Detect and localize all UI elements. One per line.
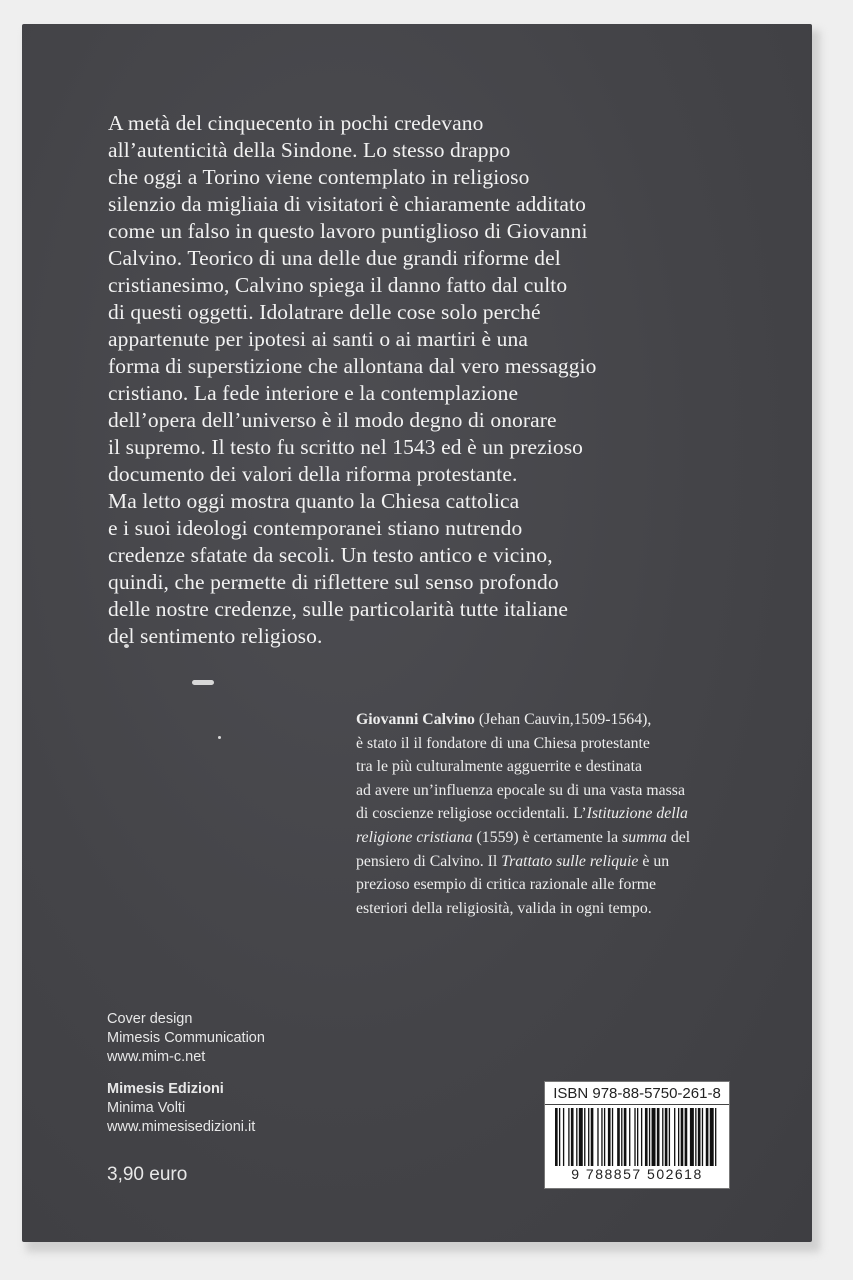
blurb-line: che oggi a Torino viene contemplato in religioso [108, 165, 530, 189]
blurb-line: il supremo. Il testo fu scritto nel 1543 ed è un prezioso [108, 435, 584, 459]
barcode-icon [555, 1108, 719, 1166]
bio-line: tra le più culturalmente agguerrite e destinata [356, 758, 642, 776]
dust-speck [218, 736, 221, 739]
blurb-line: e i suoi ideologi contemporanei stiano nutrendo [108, 516, 523, 540]
blurb-line: A metà del cinquecento in pochi credevano [108, 111, 484, 135]
bio-line: ad avere un’influenza epocale su di una vasta massa [356, 781, 685, 799]
cover-design-label: Cover design [107, 1011, 193, 1027]
bio-line: pensiero di Calvino. Il Trattato sulle reliquie è un [356, 852, 670, 870]
blurb-line: dell’opera dell’universo è il modo degno di onorare [108, 408, 557, 432]
blurb-line: silenzio da migliaia di visitatori è chiaramente additato [108, 192, 586, 216]
blurb-line: di questi oggetti. Idolatrare delle cose solo perché [108, 300, 541, 324]
blurb-line: documento dei valori della riforma protestante. [108, 462, 518, 486]
bio-line: Giovanni Calvino (Jehan Cauvin,1509-1564), [356, 711, 652, 728]
bio-line: prezioso esempio di critica razionale alle forme [356, 876, 657, 894]
bio-line: di coscienze religiose occidentali. L’Istituzione della [356, 805, 688, 823]
isbn-divider [545, 1104, 729, 1105]
blurb-line: credenze sfatate da secoli. Un testo antico e vicino, [108, 543, 553, 567]
blurb-line: quindi, che permette di riflettere sul senso profondo [108, 570, 559, 594]
blurb-line: come un falso in questo lavoro puntiglioso di Giovanni [108, 219, 588, 243]
author-bio [356, 708, 796, 920]
bio-line: religione cristiana (1559) è certamente la summa del [356, 828, 691, 846]
blurb-line: cristianesimo, Calvino spiega il danno fatto dal culto [108, 273, 568, 297]
cover-design-studio: Mimesis Communication [107, 1030, 265, 1046]
credits-spacer [107, 1067, 265, 1080]
blurb-line: cristiano. La fede interiore e la contemplazione [108, 381, 519, 405]
blurb-line: delle nostre credenze, sulle particolarità tutte italiane [108, 597, 568, 621]
blurb-line: Ma letto oggi mostra quanto la Chiesa cattolica [108, 489, 520, 513]
blurb-line: appartenute per ipotesi ai santi o ai martiri è una [108, 327, 529, 351]
blurb-line: all’autenticità della Sindone. Lo stesso drappo [108, 138, 511, 162]
dust-speck [192, 680, 214, 685]
cover-design-url: www.mim-c.net [107, 1049, 206, 1065]
publisher-name: Mimesis Edizioni [107, 1081, 224, 1097]
series-name: Minima Volti [107, 1100, 186, 1116]
publisher-credits [107, 1010, 265, 1137]
blurb-text [108, 110, 728, 650]
blurb-line: forma di superstizione che allontana dal vero messaggio [108, 354, 597, 378]
bio-line: esteriori della religiosità, valida in ogni tempo. [356, 899, 652, 917]
blurb-line: del sentimento religioso. [108, 624, 323, 648]
isbn-barcode-box [544, 1081, 730, 1189]
isbn-label: ISBN 978-88-5750-261-8 [553, 1085, 721, 1102]
author-name: Giovanni Calvino [356, 711, 475, 728]
book-back-cover [22, 24, 812, 1242]
ean-digits: 9 788857 502618 [571, 1166, 703, 1182]
blurb-line: Calvino. Teorico di una delle due grandi riforme del [108, 246, 561, 270]
publisher-url: www.mimesisedizioni.it [107, 1119, 256, 1135]
price-label: 3,90 euro [107, 1164, 188, 1185]
bio-line: è stato il il fondatore di una Chiesa protestante [356, 734, 650, 752]
